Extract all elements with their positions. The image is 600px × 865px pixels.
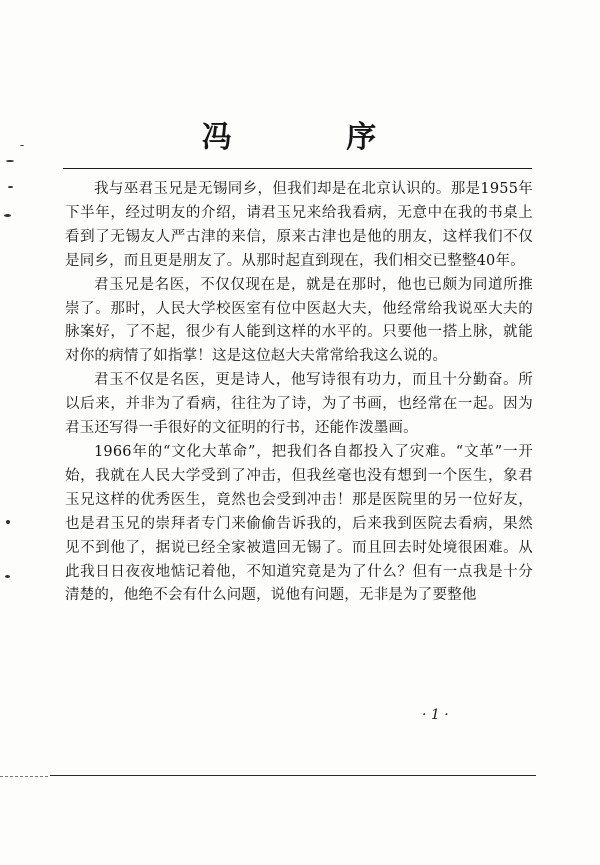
scan-edge-mark <box>0 776 48 777</box>
page-number: · 1 · <box>422 707 449 723</box>
scan-speck <box>6 160 14 162</box>
preface-title: 冯 序 <box>201 120 429 155</box>
scan-speck <box>8 186 13 188</box>
scan-speck <box>5 575 10 578</box>
preface-body <box>65 178 533 608</box>
scan-speck <box>4 214 11 217</box>
paragraph-2: 君玉兄是名医，不仅仅现在是，就是在那时，他也已颇为同道所推崇了。那时，人民大学校医室有位中医赵大夫，他经常给我说巫大夫的脉案好，了不起，很少有人能到这样的水平的。只要他一搭上脉，就能对你的病情了如指掌！这是这位赵大夫常常给我这么说的。 <box>65 276 533 365</box>
scan-speck <box>6 520 10 524</box>
title-rule <box>63 168 532 169</box>
bottom-rule <box>50 775 536 776</box>
paragraph-1: 我与巫君玉兄是无锡同乡，但我们却是在北京认识的。那是1955年下半年，经过明友的介绍，请君玉兄来给我看病，无意中在我的书桌上看到了无锡友人严古津的来信，原来古津也是他的朋友，这样我们不仅是同乡，而且更是朋友了。从那时起直到现在，我们相交已整整40年。 <box>65 181 533 269</box>
paragraph-4: 1966年的“文化大革命”，把我们各自都投入了灾难。“文革”一开始，我就在人民大学受到了冲击，但我丝毫也没有想到一个医生，象君玉兄这样的优秀医生，竟然也会受到冲击！那是医院里的另一位好友，也是君玉兄的崇拜者专门来偷偷告诉我的，后来我到医院去看病，果然见不到他了，据说已经全家被遣回无锡了。而且回去时处境很困难。从此我日日夜夜地惦记着他，不知道究竟是为了什么？但有一点我是十分清楚的，他绝不会有什么问题，说他有问题，无非是为了要整他 <box>65 443 533 604</box>
scan-speck <box>20 145 24 146</box>
paragraph-3: 君玉不仅是名医，更是诗人，他写诗很有功力，而且十分勤奋。所以后来，并非为了看病，往往为了诗，为了书画，也经常在一起。因为君玉还写得一手很好的文征明的行书，还能作泼墨画。 <box>65 372 533 437</box>
